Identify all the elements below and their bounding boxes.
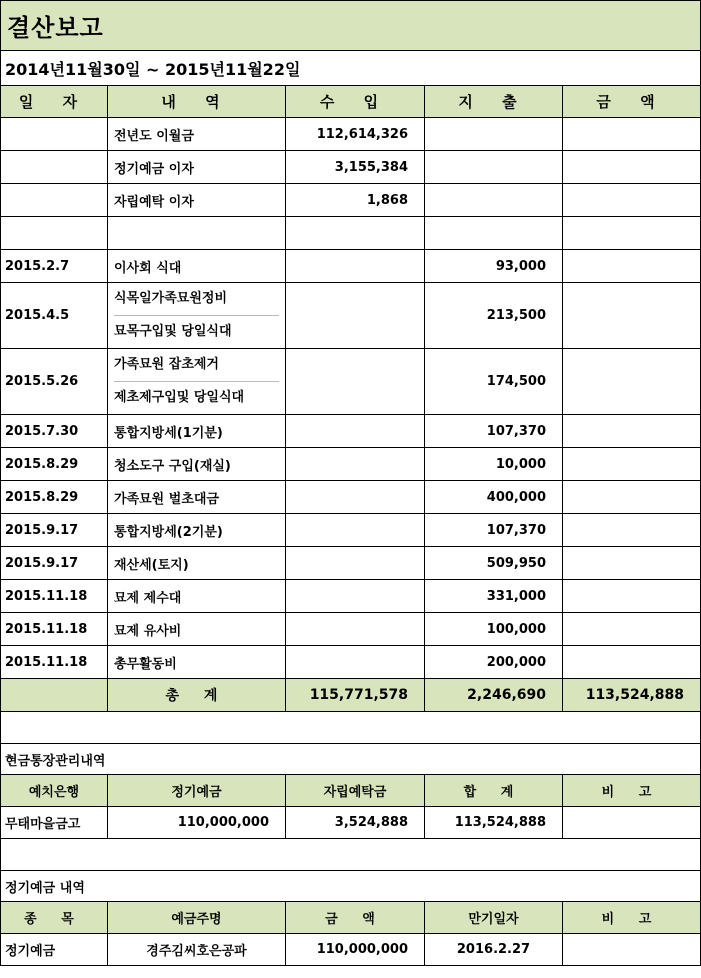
bank-row [1,807,701,839]
cell-date: 2015.9.17 [1,514,108,547]
table-row [1,514,701,547]
col-header-note: 비 고 [563,902,701,934]
table-row [1,349,701,415]
table-row [1,613,701,646]
cell-item-line: 식목일가족묘원정비 [114,283,279,316]
cell-date [1,151,108,184]
cell-income [286,514,425,547]
cell-expense: 100,000 [425,613,563,646]
cell-expense: 174,500 [425,349,563,415]
cell-item: 청소도구 구입(재실) [108,448,286,481]
cell-expense: 331,000 [425,580,563,613]
cell-amount [563,283,701,349]
cell-date: 2015.8.29 [1,448,108,481]
cell-owner: 경주김씨호은공파 [108,934,286,966]
cell-expense: 509,950 [425,547,563,580]
cell-note [563,934,701,966]
col-header-amount: 금 액 [563,86,701,118]
cell-expense: 93,000 [425,250,563,283]
col-header-income: 수 입 [286,86,425,118]
table-row [1,283,701,349]
cell-amount [563,151,701,184]
cell-item: 정기예금 이자 [108,151,286,184]
cell-item [108,283,286,349]
cell-income: 1,868 [286,184,425,217]
cell-item [108,349,286,415]
deposit-section-title: 정기예금 내역 [1,871,701,902]
cell-income [286,646,425,679]
cell-income [286,283,425,349]
col-header-maturity: 만기일자 [425,902,563,934]
cell-item: 전년도 이월금 [108,118,286,151]
total-balance: 113,524,888 [563,679,701,712]
cell-term: 110,000,000 [108,807,286,839]
cell-date: 2015.5.26 [1,349,108,415]
cell-expense [425,217,563,250]
cell-amount [563,547,701,580]
cell-item: 총무활동비 [108,646,286,679]
cell-amount [563,448,701,481]
cell-item: 가족묘원 벌초대금 [108,481,286,514]
cell-date [1,118,108,151]
cell-item-line: 가족묘원 잡초제거 [114,349,279,382]
cell-amount [563,184,701,217]
cell-income: 112,614,326 [286,118,425,151]
cell-amount [563,250,701,283]
cell-amount [563,613,701,646]
cell-income [286,481,425,514]
cell-expense [425,118,563,151]
cell-amount: 110,000,000 [286,934,425,966]
cell-expense: 400,000 [425,481,563,514]
cell-date [1,184,108,217]
col-header-type: 종 목 [1,902,108,934]
bank-header-row [1,775,701,807]
table-row [1,217,701,250]
cell-item: 묘제 제수대 [108,580,286,613]
cell-income: 3,155,384 [286,151,425,184]
cell-item: 통합지방세(1기분) [108,415,286,448]
cell-income [286,217,425,250]
cell-amount [563,118,701,151]
cell-item: 재산세(토지) [108,547,286,580]
cell-type: 정기예금 [1,934,108,966]
col-header-expense: 지 출 [425,86,563,118]
cell-income [286,448,425,481]
cell-date [1,217,108,250]
bank-section-title: 현금통장관리내역 [1,744,701,775]
col-header-sum: 합 계 [425,775,563,807]
table-row [1,184,701,217]
col-header-bank: 예치은행 [1,775,108,807]
col-header-amount: 금 액 [286,902,425,934]
table-row [1,118,701,151]
total-label: 총 계 [108,679,286,712]
cell-date: 2015.9.17 [1,547,108,580]
total-income: 115,771,578 [286,679,425,712]
table-row [1,580,701,613]
cell-expense: 213,500 [425,283,563,349]
cell-amount [563,349,701,415]
cell-item-line: 제초제구입및 당일식대 [114,390,245,405]
table-row [1,415,701,448]
table-row [1,250,701,283]
table-row [1,547,701,580]
cell-note [563,807,701,839]
cell-date: 2015.2.7 [1,250,108,283]
cell-income [286,349,425,415]
cell-expense: 107,370 [425,415,563,448]
cell-amount [563,217,701,250]
cell-maturity: 2016.2.27 [425,934,563,966]
cell-amount [563,646,701,679]
cell-amount [563,415,701,448]
cell-date: 2015.11.18 [1,613,108,646]
cell-amount [563,481,701,514]
cell-expense: 200,000 [425,646,563,679]
report-period: 2014년11월30일 ~ 2015년11월22일 [1,51,701,86]
cell-expense [425,151,563,184]
cell-date: 2015.11.18 [1,580,108,613]
cell-date: 2015.4.5 [1,283,108,349]
cell-amount [563,514,701,547]
report-title: 결산보고 [1,1,701,51]
cell-amount [563,580,701,613]
spacer-row [1,839,701,871]
cell-income [286,580,425,613]
col-header-item: 내 역 [108,86,286,118]
col-header-date: 일 자 [1,86,108,118]
cell-income [286,547,425,580]
cell-sum: 113,524,888 [425,807,563,839]
cell-blank [1,679,108,712]
deposit-header-row [1,902,701,934]
ledger-header-row [1,86,701,118]
cell-bank: 무태마을금고 [1,807,108,839]
deposit-row [1,934,701,966]
total-expense: 2,246,690 [425,679,563,712]
cell-income [286,415,425,448]
cell-self: 3,524,888 [286,807,425,839]
table-row [1,448,701,481]
spacer-row [1,712,701,744]
cell-item [108,217,286,250]
cell-item-line: 묘목구입및 당일식대 [114,324,232,339]
cell-expense: 107,370 [425,514,563,547]
table-row [1,481,701,514]
cell-item: 통합지방세(2기분) [108,514,286,547]
cell-item: 자립예탁 이자 [108,184,286,217]
cell-expense: 10,000 [425,448,563,481]
col-header-self: 자립예탁금 [286,775,425,807]
cell-date: 2015.8.29 [1,481,108,514]
cell-item: 이사회 식대 [108,250,286,283]
cell-income [286,250,425,283]
cell-date: 2015.7.30 [1,415,108,448]
col-header-owner: 예금주명 [108,902,286,934]
table-row [1,151,701,184]
total-row [1,679,701,712]
col-header-note: 비 고 [563,775,701,807]
cell-date: 2015.11.18 [1,646,108,679]
col-header-term: 정기예금 [108,775,286,807]
cell-item: 묘제 유사비 [108,613,286,646]
cell-expense [425,184,563,217]
table-row [1,646,701,679]
cell-income [286,613,425,646]
